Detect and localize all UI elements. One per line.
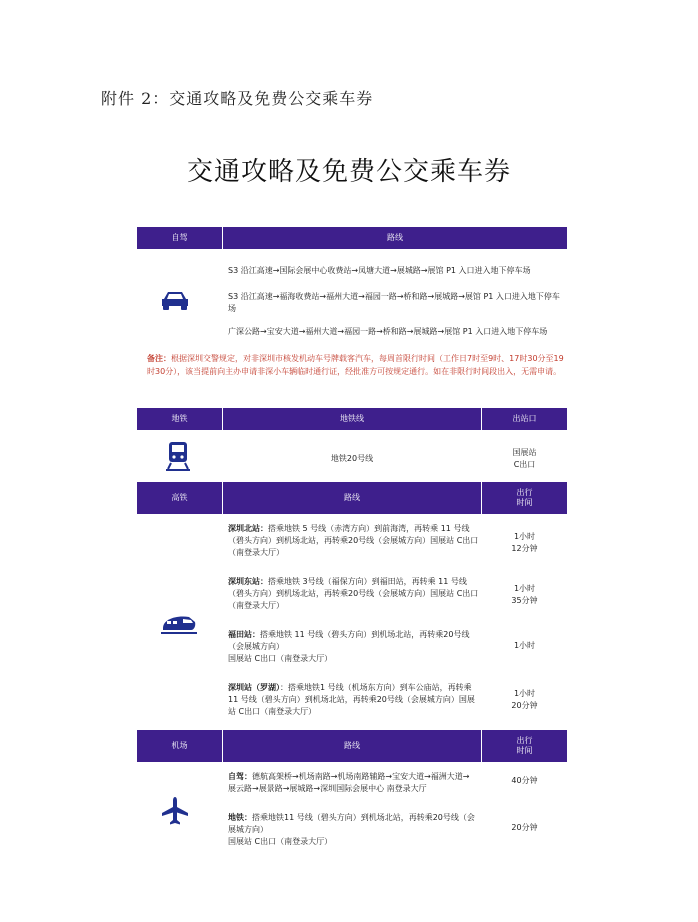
drive-route-2: S3 沿江高速→福海收费站→福州大道→福园一路→桥和路→展城路→展馆 P1 入口进入地下停车场	[228, 292, 560, 313]
rail-row-3-time1: 1小时	[513, 641, 536, 650]
drive-header-col1: 自驾	[137, 227, 222, 249]
rail-header-col3-line2: 时间	[516, 498, 533, 507]
rail-row-3-time	[482, 640, 567, 652]
airplane-icon	[160, 796, 190, 830]
rail-row-4-station: 深圳站（罗湖）	[228, 683, 280, 692]
airport-row-2-time: 20分钟	[511, 823, 538, 832]
rail-row-2-line1: 搭乘地铁 3号线（福保方向）到福田站，再转乘 11 号线	[268, 577, 467, 586]
rail-row-1-time	[482, 531, 567, 555]
airport-row-1-line2: 展云路→展景路→展城路→深圳国际会展中心 南登录大厅	[228, 784, 427, 793]
airport-header-col3-line2: 时间	[516, 746, 533, 755]
train-icon	[161, 612, 197, 640]
annex-title: 附件 2：交通攻略及免费公交乘车券	[101, 89, 374, 108]
metro-header-col2: 地铁线	[223, 408, 481, 430]
airport-row-2-line3: 国展站 C出口（南登录大厅）	[228, 837, 333, 846]
rail-row-2-line3: （南登录大厅）	[228, 601, 284, 610]
rail-row-4	[228, 682, 480, 718]
rail-row-2-time1: 1小时	[513, 584, 536, 593]
rail-row-2	[228, 576, 480, 612]
rail-header-col3	[482, 482, 567, 514]
rail-row-4-time	[482, 688, 567, 712]
rail-row-3-line3: 国展站 C出口（南登录大厅）	[228, 654, 333, 663]
rail-row-3-station: 福田站：	[228, 630, 260, 639]
drive-route-3: 广深公路→宝安大道→福州大道→福园一路→桥和路→展城路→展馆 P1 入口进入地下停车场	[228, 327, 548, 336]
car-icon	[160, 290, 190, 314]
airport-header-col3-line1: 出行	[516, 736, 533, 746]
rail-row-1-line2: （碧头方向）到机场北站，再转乘20号线（会展城方向）国展站 C出口	[228, 536, 479, 545]
metro-line: 地铁20号线	[330, 454, 374, 463]
rail-row-3-line1: 搭乘地铁 11 号线（碧头方向）到机场北站，再转乘20号线	[260, 630, 470, 639]
drive-note	[147, 352, 567, 378]
rail-row-3-line2: （会展城方向）	[228, 642, 284, 651]
note-label: 备注：	[147, 354, 171, 363]
airport-row-1-time: 40分钟	[511, 776, 538, 785]
rail-row-4-line3: 站 C出口（南登录大厅）	[228, 707, 317, 716]
rail-row-3	[228, 629, 480, 665]
metro-header-col1: 地铁	[137, 408, 222, 430]
rail-row-1-line3: （南登录大厅）	[228, 548, 284, 557]
rail-row-4-line2: 11 号线（碧头方向）到机场北站，再转乘20号线（会展城方向）国展	[228, 695, 475, 704]
rail-row-1-time2: 12分钟	[511, 544, 538, 553]
metro-exit-line2: C出口	[513, 460, 536, 469]
rail-row-2-station: 深圳东站：	[228, 577, 268, 586]
rail-row-1-time1: 1小时	[513, 532, 536, 541]
airport-row-2-line2: 展城方向）	[228, 825, 268, 834]
rail-header-col3-line1: 出行	[516, 488, 533, 498]
metro-header-col3: 出站口	[482, 408, 567, 430]
page-title: 交通攻略及免费公交乘车券	[186, 157, 511, 187]
drive-header-col2: 路线	[223, 227, 567, 249]
airport-row-1	[228, 771, 480, 795]
rail-row-4-time2: 20分钟	[511, 701, 538, 710]
note-text: 根据深圳交警规定，对非深圳市核发机动车号牌载客汽车，每周首限行时间（工作日7时至9时、17时30分至19时30分），该当提前向主办申请非深小车辆临时通行证，经批准方可按规定通行。如在非限行时间段出入，无需申请。	[147, 354, 564, 376]
rail-header-col2: 路线	[223, 482, 481, 514]
airport-header-col2: 路线	[223, 730, 481, 762]
rail-row-4-line1: ：搭乘地铁1 号线（机场东方向）到车公庙站，再转乘	[280, 683, 472, 692]
rail-row-2-time	[482, 583, 567, 607]
airport-row-2-line1: 搭乘地铁11 号线（碧头方向）到机场北站，再转乘20号线（会	[252, 813, 475, 822]
airport-row-1-label: 自驾：	[228, 772, 252, 781]
airport-header-col3	[482, 730, 567, 762]
drive-route-1: S3 沿江高速→国际会展中心收费站→凤塘大道→展城路→展馆 P1 入口进入地下停车场	[228, 266, 531, 275]
airport-row-2-label: 地铁：	[228, 813, 252, 822]
rail-row-1-line1: 搭乘地铁 5 号线（赤湾方向）到前海湾，再转乘 11 号线	[268, 524, 470, 533]
rail-header-col1: 高铁	[137, 482, 222, 514]
metro-icon	[166, 440, 190, 476]
airport-row-1-line1: 德航高架桥→机场南路→机场南路辅路→宝安大道→福洲大道→	[252, 772, 470, 781]
rail-row-2-line2: （碧头方向）到机场北站，再转乘20号线（会展城方向）国展站 C出口	[228, 589, 479, 598]
rail-row-1-station: 深圳北站：	[228, 524, 268, 533]
airport-row-2	[228, 812, 480, 848]
rail-row-4-time1: 1小时	[513, 689, 536, 698]
rail-row-2-time2: 35分钟	[511, 596, 538, 605]
metro-exit-line1: 国展站	[512, 448, 537, 457]
rail-row-1	[228, 523, 480, 559]
airport-header-col1: 机场	[137, 730, 222, 762]
